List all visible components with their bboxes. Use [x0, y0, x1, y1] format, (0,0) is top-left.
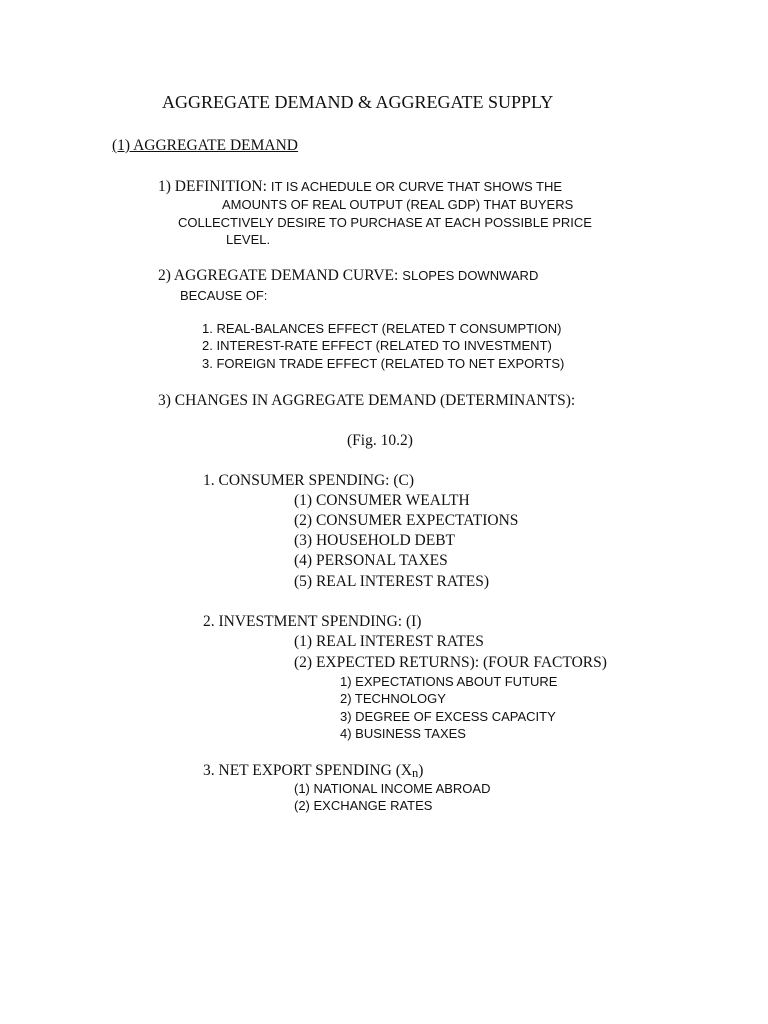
definition-line-1	[158, 178, 562, 196]
curve-line-2: BECAUSE OF:	[180, 288, 268, 303]
definition-line-3: COLLECTIVELY DESIRE TO PURCHASE AT EACH POSSIBLE PRICE	[178, 215, 592, 230]
net-export-heading-main: 3. NET EXPORT SPENDING (X	[203, 762, 413, 779]
investment-item: (2) EXPECTED RETURNS): (FOUR FACTORS)	[294, 654, 607, 671]
definition-line-4: LEVEL.	[226, 232, 271, 247]
figure-reference: (Fig. 10.2)	[347, 432, 413, 449]
curve-text: SLOPES DOWNWARD	[402, 268, 539, 283]
net-export-item: (2) EXCHANGE RATES	[294, 798, 433, 813]
investment-factor: 1) EXPECTATIONS ABOUT FUTURE	[340, 674, 558, 689]
investment-factor: 4) BUSINESS TAXES	[340, 726, 466, 741]
net-export-subscript: n	[412, 766, 419, 780]
consumer-item: (4) PERSONAL TAXES	[294, 552, 448, 569]
investment-factor: 3) DEGREE OF EXCESS CAPACITY	[340, 709, 556, 724]
investment-factor: 2) TECHNOLOGY	[340, 691, 446, 706]
page-title: AGGREGATE DEMAND & AGGREGATE SUPPLY	[162, 92, 554, 112]
effect-item: 1. REAL-BALANCES EFFECT (RELATED T CONSUMPTION)	[202, 321, 562, 336]
consumer-spending-heading: 1. CONSUMER SPENDING: (C)	[203, 472, 414, 489]
consumer-item: (1) CONSUMER WEALTH	[294, 492, 470, 509]
investment-spending-heading: 2. INVESTMENT SPENDING: (I)	[203, 613, 422, 630]
net-export-item: (1) NATIONAL INCOME ABROAD	[294, 781, 491, 796]
net-export-spending-heading	[203, 762, 423, 781]
investment-item: (1) REAL INTEREST RATES	[294, 633, 484, 650]
effect-item: 2. INTEREST-RATE EFFECT (RELATED TO INVESTMENT)	[202, 338, 552, 353]
changes-heading: 3) CHANGES IN AGGREGATE DEMAND (DETERMINANTS):	[158, 392, 576, 409]
net-export-heading-close: )	[418, 762, 424, 779]
definition-label: 1) DEFINITION:	[158, 178, 267, 195]
section-heading: (1) AGGREGATE DEMAND	[112, 137, 298, 154]
consumer-item: (5) REAL INTEREST RATES)	[294, 573, 490, 590]
definition-text: IT IS ACHEDULE OR CURVE THAT SHOWS THE	[270, 179, 563, 194]
curve-label: 2) AGGREGATE DEMAND CURVE:	[158, 267, 399, 284]
curve-line-1	[158, 267, 538, 285]
effect-item: 3. FOREIGN TRADE EFFECT (RELATED TO NET EXPORTS)	[202, 356, 565, 371]
definition-line-2: AMOUNTS OF REAL OUTPUT (REAL GDP) THAT BUYERS	[222, 197, 574, 212]
consumer-item: (2) CONSUMER EXPECTATIONS	[294, 512, 519, 529]
consumer-item: (3) HOUSEHOLD DEBT	[294, 532, 456, 549]
